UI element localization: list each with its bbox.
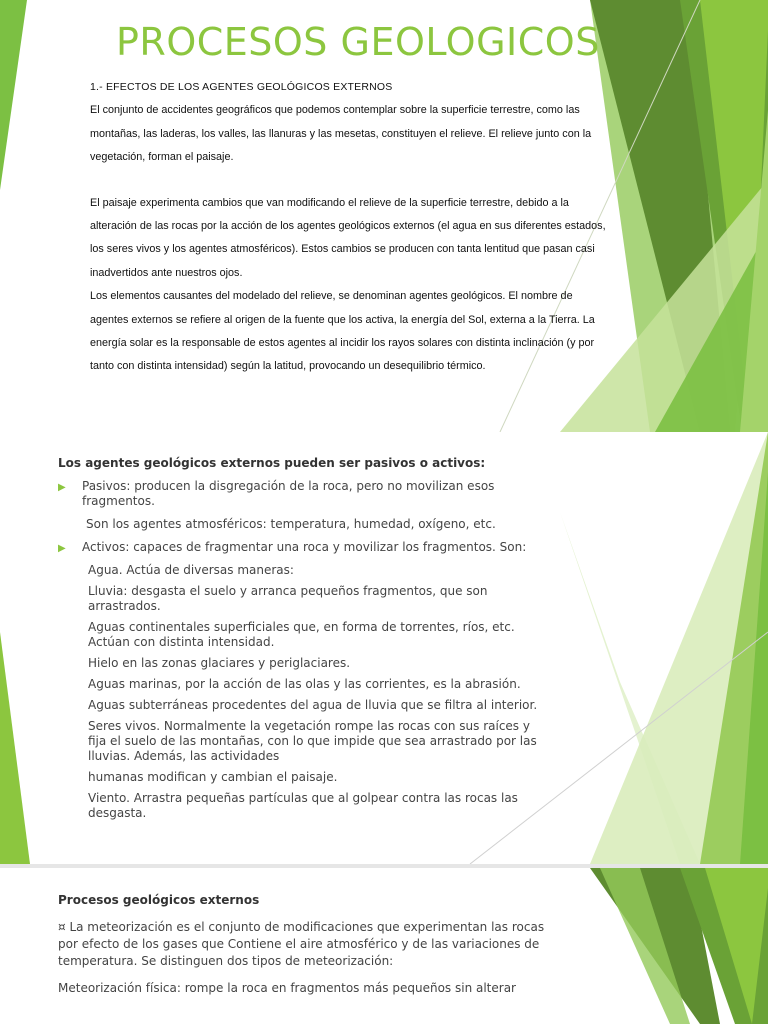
- paragraph-meteorizacion-fisica: Meteorización física: rompe la roca en fragmentos más pequeños sin alterar: [58, 981, 516, 995]
- agentes-heading: Los agentes geológicos externos pueden ser pasivos o activos:: [58, 456, 486, 470]
- paragraph-paisaje: El paisaje experimenta cambios que van modificando el relieve de la superficie terrestre, debido a la alteración de las rocas por la acción de los agentes geológicos externos (el agua en sus diferentes estados, los seres vivos y los agentes atmosféricos). Estos cambios se producen con tanta lentitud que pasan casi inadvertidos ante nuestros ojos.: [90, 196, 606, 279]
- paragraph-relieve: El conjunto de accidentes geográficos que podemos contemplar sobre la superficie terrestre, como las montañas, las laderas, los valles, las llanuras y las mesetas, constituyen el relieve. El relieve junto con la vegetación, forman el paisaje.: [90, 104, 592, 164]
- bullet-pasivos-text: Pasivos: producen la disgregación de la roca, pero no movilizan esos fragmentos.: [82, 479, 495, 508]
- slide-3: [0, 868, 768, 1024]
- section-heading: 1.- EFECTOS DE LOS AGENTES GEOLÓGICOS EXTERNOS: [90, 81, 393, 93]
- pasivos-detail: Son los agentes atmosféricos: temperatura, humedad, oxígeno, etc.: [86, 517, 496, 531]
- slide-1-body: [90, 76, 610, 379]
- slide-title: PROCESOS GEOLOGICOS: [116, 20, 600, 64]
- procesos-heading: Procesos geológicos externos: [58, 893, 260, 907]
- slide-2-body: [58, 456, 548, 827]
- activos-item: humanas modifican y cambian el paisaje.: [88, 770, 338, 784]
- slide-3-body: [58, 892, 558, 1007]
- bullet-arrow-icon: ▶: [58, 482, 66, 493]
- bullet-activos: [58, 540, 548, 555]
- paragraph-meteorizacion: ¤ La meteorización es el conjunto de modificaciones que experimentan las rocas por efecto de los gases que Contiene el aire atmosférico y de las variaciones de temperatura. Se distinguen dos tipos de meteorización:: [58, 920, 545, 968]
- activos-item: Seres vivos. Normalmente la vegetación rompe las rocas con sus raíces y fija el suelo de las montañas, con lo que impide que sea arrastrado por las lluvias. Además, las actividades: [88, 719, 537, 763]
- activos-item: Aguas marinas, por la acción de las olas y las corrientes, es la abrasión.: [88, 677, 521, 691]
- bullet-activos-text: Activos: capaces de fragmentar una roca y movilizar los fragmentos. Son:: [82, 540, 527, 554]
- bullet-pasivos: [58, 479, 548, 509]
- slide-2: [0, 432, 768, 864]
- paragraph-gap: [90, 170, 610, 192]
- paragraph-agentes: Los elementos causantes del modelado del relieve, se denominan agentes geológicos. El nombre de agentes externos se refiere al origen de la fuente que los activa, la energía del Sol, externa a la Tierra. La energía solar es la responsable de estos agentes al incidir los rayos solares con distinta inclinación (y por tanto con distinta intensidad) según la latitud, provocando un desequilibrio térmico.: [90, 290, 595, 373]
- activos-item: Lluvia: desgasta el suelo y arranca pequeños fragmentos, que son arrastrados.: [88, 584, 488, 613]
- activos-item: Agua. Actúa de diversas maneras:: [88, 563, 294, 577]
- activos-item: Viento. Arrastra pequeñas partículas que al golpear contra las rocas las desgasta.: [88, 791, 518, 820]
- activos-item: Hielo en las zonas glaciares y periglaciares.: [88, 656, 351, 670]
- bullet-arrow-icon: ▶: [58, 543, 66, 554]
- activos-item: Aguas continentales superficiales que, en forma de torrentes, ríos, etc. Actúan con distinta intensidad.: [88, 620, 515, 649]
- slide-1: [0, 0, 768, 432]
- activos-item: Aguas subterráneas procedentes del agua de lluvia que se filtra al interior.: [88, 698, 538, 712]
